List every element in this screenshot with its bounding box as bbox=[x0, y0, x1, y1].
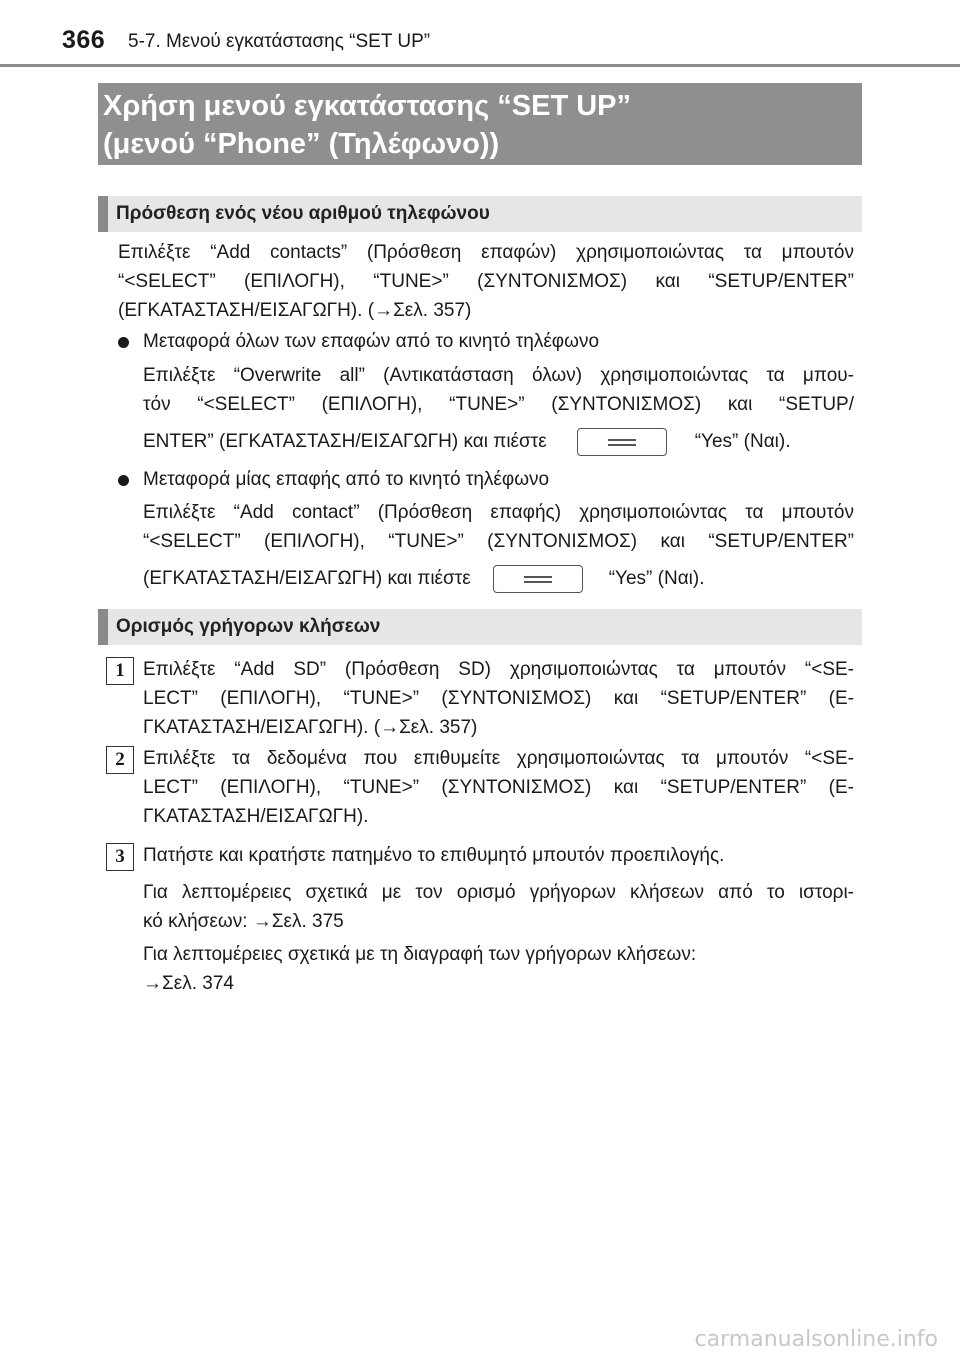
section-heading-add-number bbox=[98, 196, 862, 232]
bullet1-text-after: “Yes” (Ναι). bbox=[694, 431, 791, 453]
bullet2-line-2: “<SELECT” (ΕΠΙΛΟΓΗ), “TUNE>” (ΣΥΝΤΟΝΙΣΜΟΣ) και “SETUP/ENTER” bbox=[143, 531, 854, 552]
section-heading-bar bbox=[98, 196, 108, 232]
bullet2-text-before: (ΕΓΚΑΤΑΣΤΑΣΗ/ΕΙΣΑΓΩΓΗ) και πιέστε bbox=[143, 568, 471, 590]
note2-line-1: Για λεπτομέρειες σχετικά με τη διαγραφή των γρήγορων κλήσεων: bbox=[143, 944, 697, 965]
bullet-icon bbox=[118, 337, 129, 348]
bullet-icon bbox=[118, 475, 129, 486]
step3-line-1: Πατήστε και κρατήστε πατημένο το επιθυμητό μπουτόν προεπιλογής. bbox=[143, 845, 725, 866]
section-heading-label: Ορισμός γρήγορων κλήσεων bbox=[116, 616, 381, 637]
bullet1-text-before: ENTER” (ΕΓΚΑΤΑΣΤΑΣΗ/ΕΙΣΑΓΩΓΗ) και πιέστε bbox=[143, 431, 547, 453]
note1-line-1: Για λεπτομέρειες σχετικά με τον ορισμό γρήγορων κλήσεων από το ιστορι- bbox=[143, 882, 854, 903]
section-heading-label: Πρόσθεση ενός νέου αριθμού τηλεφώνου bbox=[116, 203, 490, 224]
enter-button-icon bbox=[577, 428, 667, 456]
step2-line-2: LECT” (ΕΠΙΛΟΓΗ), “TUNE>” (ΣΥΝΤΟΝΙΣΜΟΣ) και “SETUP/ENTER” (Ε- bbox=[143, 777, 854, 798]
page-number: 366 bbox=[62, 26, 106, 54]
step2-line-1: Επιλέξτε τα δεδομένα που επιθυμείτε χρησιμοποιώντας τα μπουτόν “<SE- bbox=[143, 748, 854, 769]
chapter-title: 5-7. Μενού εγκατάστασης “SET UP” bbox=[128, 31, 431, 52]
enter-button-icon bbox=[493, 565, 583, 593]
step-number-badge: 2 bbox=[106, 746, 134, 774]
step-number-badge: 1 bbox=[106, 657, 134, 685]
note2-line-2: →Σελ. 374 bbox=[143, 973, 234, 994]
intro-line-2: “<SELECT” (ΕΠΙΛΟΓΗ), “TUNE>” (ΣΥΝΤΟΝΙΣΜΟΣ) και “SETUP/ENTER” bbox=[118, 271, 854, 292]
bullet2-line-1: Επιλέξτε “Add contact” (Πρόσθεση επαφής) χρησιμοποιώντας τα μπουτόν bbox=[143, 502, 854, 523]
page-title-line-2: (μενού “Phone” (Τηλέφωνο)) bbox=[103, 128, 500, 160]
intro-line-1: Επιλέξτε “Add contacts” (Πρόσθεση επαφών) χρησιμοποιώντας τα μπουτόν bbox=[118, 242, 854, 263]
watermark: carmanualsonline.info bbox=[694, 1327, 938, 1352]
bullet2-text-after: “Yes” (Ναι). bbox=[608, 568, 705, 590]
bullet1-line-1: Επιλέξτε “Overwrite all” (Αντικατάσταση όλων) χρησιμοποιώντας τα μπου- bbox=[143, 365, 854, 386]
bullet-title-transfer-all: Μεταφορά όλων των επαφών από το κινητό τηλέφωνο bbox=[143, 331, 600, 352]
section-heading-speed-dials bbox=[98, 609, 862, 645]
intro-line-3: (ΕΓΚΑΤΑΣΤΑΣΗ/ΕΙΣΑΓΩΓΗ). (→Σελ. 357) bbox=[118, 300, 472, 321]
section-heading-bar bbox=[98, 609, 108, 645]
step1-line-2: LECT” (ΕΠΙΛΟΓΗ), “TUNE>” (ΣΥΝΤΟΝΙΣΜΟΣ) και “SETUP/ENTER” (Ε- bbox=[143, 688, 854, 709]
bullet-title-transfer-one: Μεταφορά μίας επαφής από το κινητό τηλέφωνο bbox=[143, 469, 550, 490]
step-number-badge: 3 bbox=[106, 843, 134, 871]
header-divider bbox=[0, 64, 960, 67]
page-title bbox=[98, 83, 862, 165]
bullet1-line-2: τόν “<SELECT” (ΕΠΙΛΟΓΗ), “TUNE>” (ΣΥΝΤΟΝΙΣΜΟΣ) και “SETUP/ bbox=[143, 394, 854, 415]
note1-line-2: κό κλήσεων: →Σελ. 375 bbox=[143, 911, 344, 932]
step2-line-3: ΓΚΑΤΑΣΤΑΣΗ/ΕΙΣΑΓΩΓΗ). bbox=[143, 806, 369, 827]
step1-line-1: Επιλέξτε “Add SD” (Πρόσθεση SD) χρησιμοποιώντας τα μπουτόν “<SE- bbox=[143, 659, 854, 680]
bullet1-line-3 bbox=[143, 428, 791, 456]
page-title-line-1: Χρήση μενού εγκατάστασης “SET UP” bbox=[103, 90, 632, 122]
step1-line-3: ΓΚΑΤΑΣΤΑΣΗ/ΕΙΣΑΓΩΓΗ). (→Σελ. 357) bbox=[143, 717, 478, 738]
bullet2-line-3 bbox=[143, 565, 705, 593]
